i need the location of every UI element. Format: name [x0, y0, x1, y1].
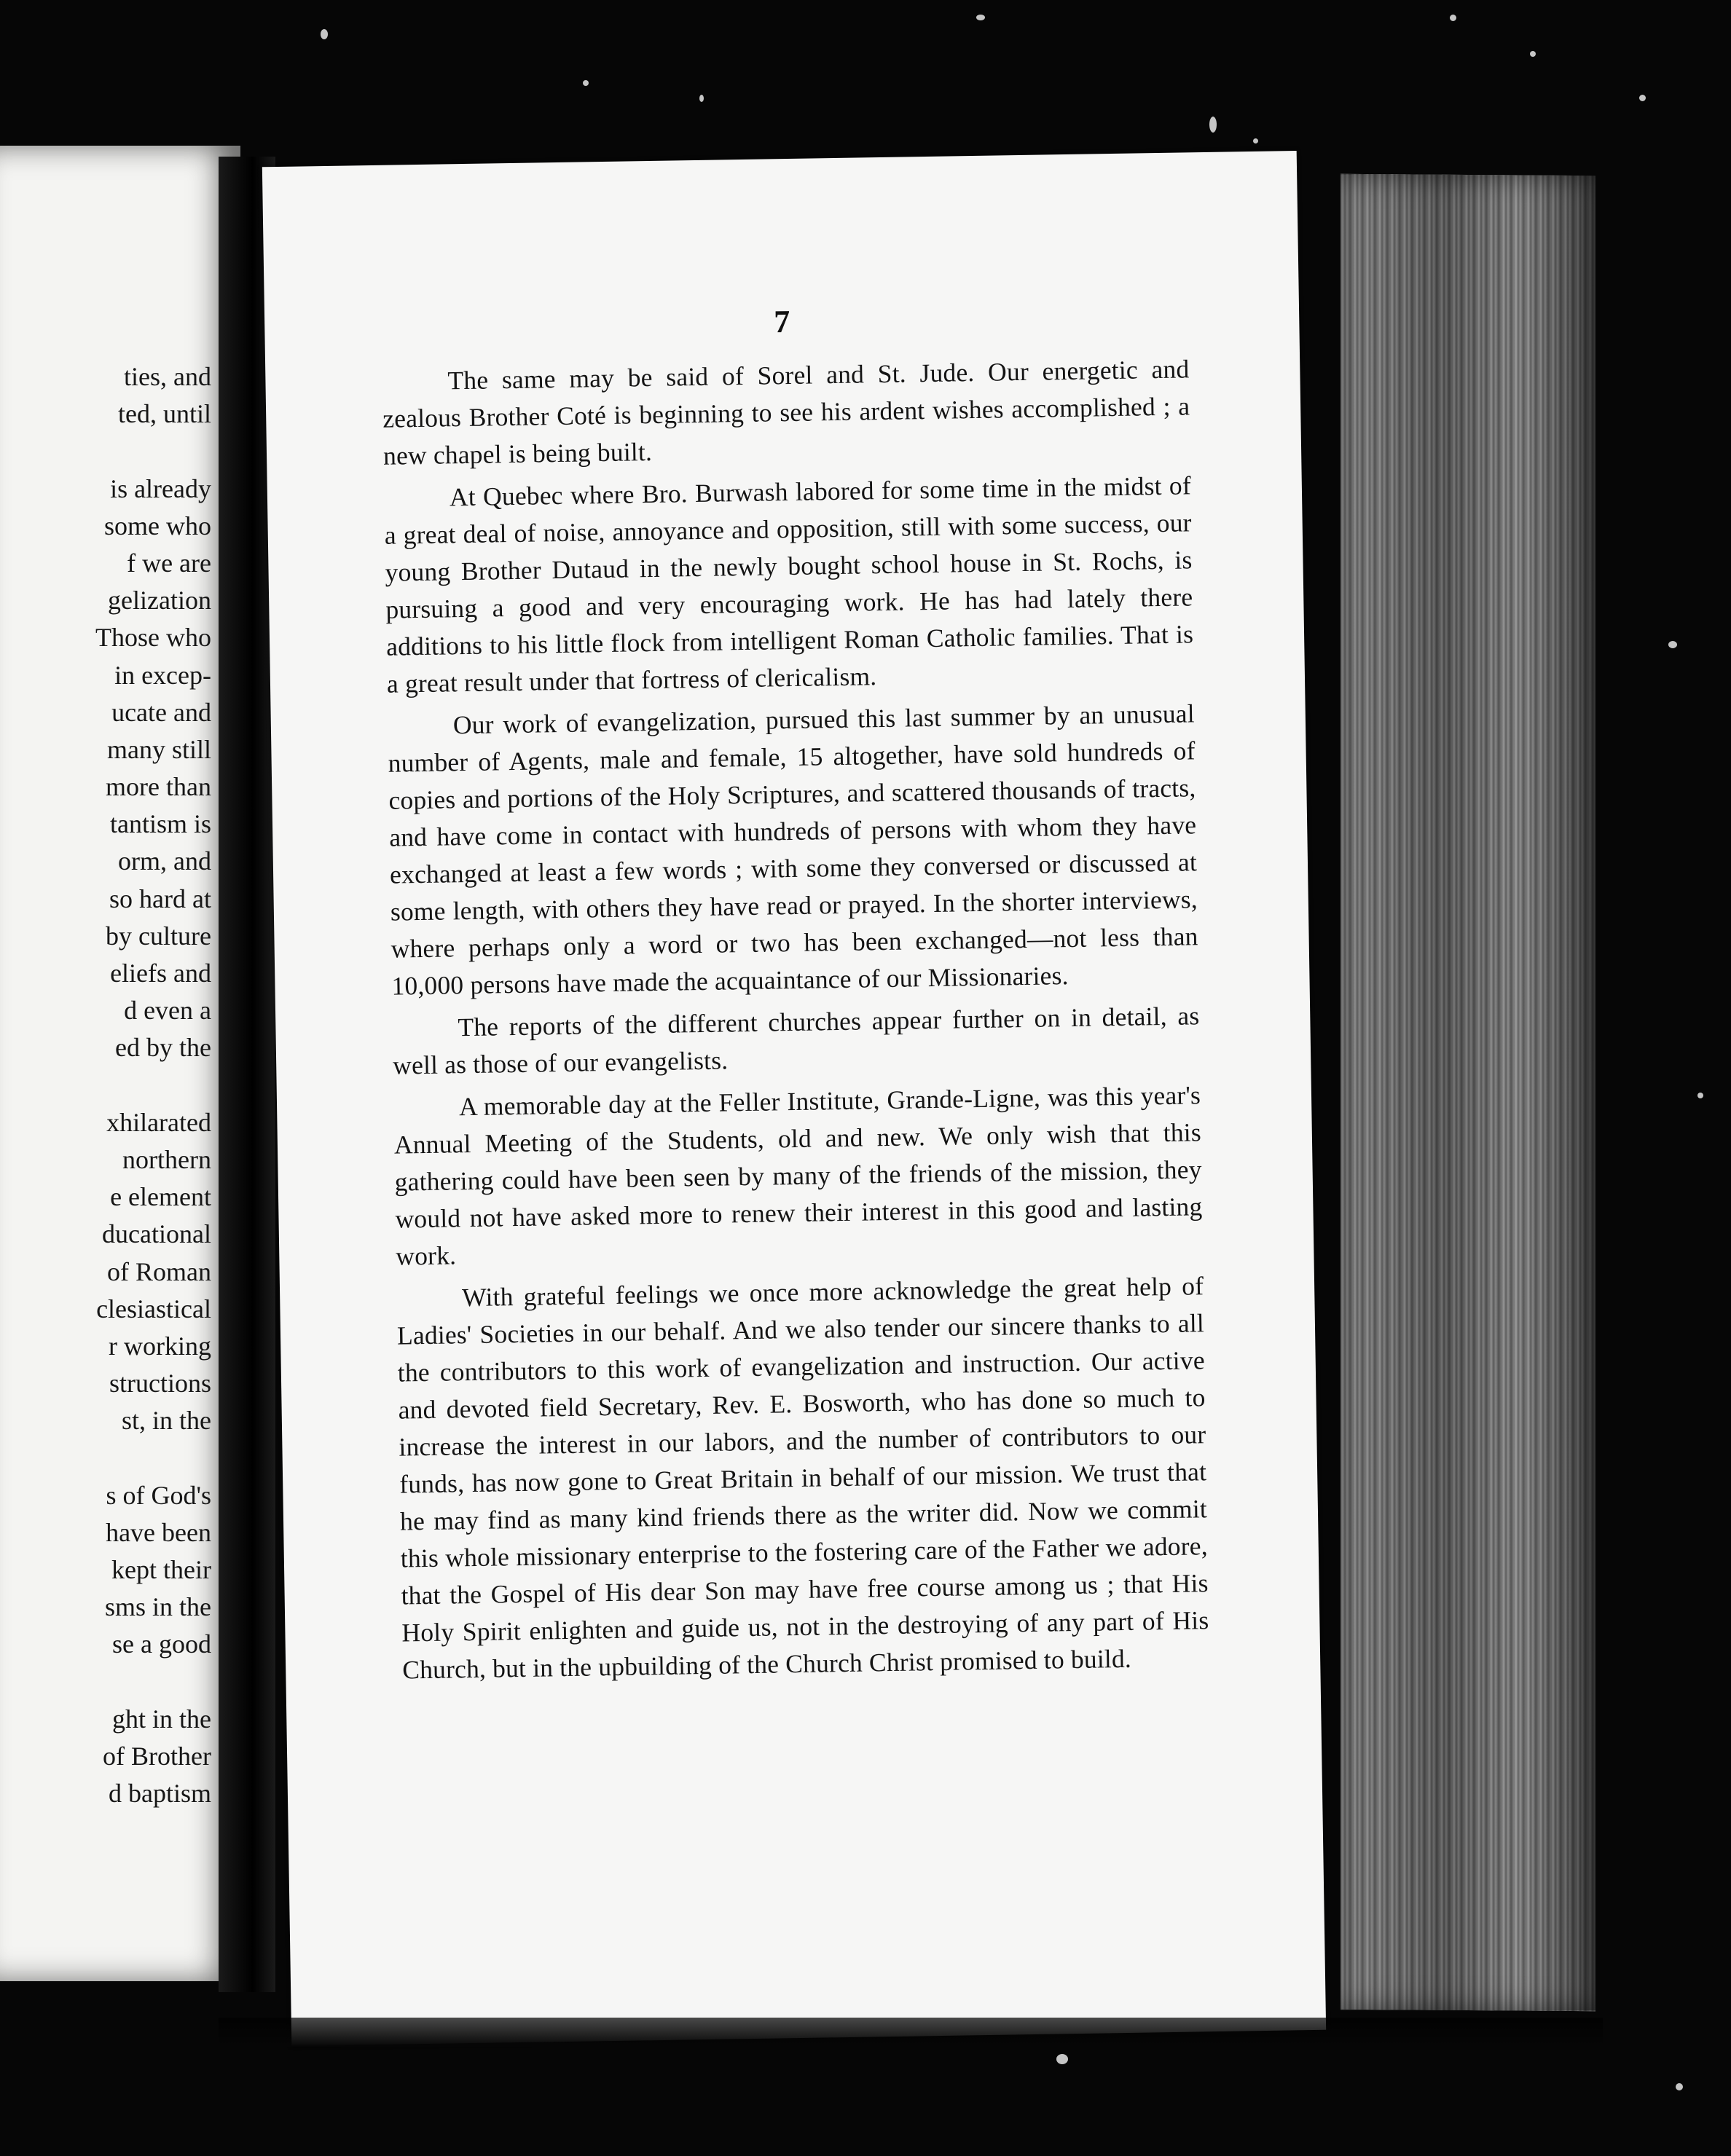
paragraph: With grateful feelings we once more acknowledge the great help of Ladies' Societies in our behalf. And we also tender our sincere thanks to all the contributors to this work of evangelization and instruction. Our active and devoted field Secretary, Rev. E. Bosworth, who has done so much to increase the interest in our labors, and the number of contributors to our funds, has now gone to Great Britain in behalf of our mission. We trust that he may find as many kind friends there as the writer did. Now we commit this whole missionary enterprise to the fostering care of the Father we adore, that the Gospel of His dear Son may have free course among us ; that His Holy Spirit enlighten and guide us, not in the destroying of any part of His Church, but in the upbuilding of the Church Christ promised to build.	[396, 1271, 1209, 1685]
left-page-line: xhilarated	[106, 1107, 211, 1137]
left-page-line: northern	[122, 1144, 211, 1174]
dust-speck	[699, 95, 704, 102]
dust-speck	[976, 15, 985, 20]
paragraph: At Quebec where Bro. Burwash labored for some time in the midst of a great deal of noise, annoyance and opposition, still with some success, our young Brother Dutaud in the newly bought school house in St. Rochs, is pursuing a good and very encouraging work. He has had lately there additions to his little flock from intelligent Roman Catholic families. That is a great result under that fortress of clericalism.	[384, 471, 1194, 699]
left-page-line	[0, 1067, 211, 1104]
left-page-line: clesiastical	[96, 1294, 211, 1323]
page-number: 7	[773, 303, 790, 340]
left-page-line: of Brother	[103, 1741, 211, 1771]
left-page-line: ducational	[102, 1219, 211, 1249]
left-page-line: many still	[107, 734, 211, 764]
left-page-line: so hard at	[109, 884, 211, 913]
left-page-line: d baptism	[109, 1779, 211, 1809]
dust-speck	[1668, 641, 1677, 648]
left-page-line: have been	[106, 1517, 211, 1547]
dust-speck	[1697, 1093, 1703, 1098]
left-page-line: s of God's	[106, 1480, 211, 1510]
left-page-line: ed by the	[115, 1033, 211, 1063]
paragraph: A memorable day at the Feller Institute, Grande-Ligne, was this year's Annual Meeting of the Students, old and new. We only wish that this gathering could have been seen by many of the friends of the mission, they would not have asked more to renew their interest in this good and lasting work.	[393, 1080, 1203, 1271]
left-page-line: se a good	[112, 1629, 211, 1659]
dust-speck	[1209, 117, 1217, 133]
dust-speck	[1530, 51, 1536, 57]
left-page-line: in excep-	[114, 660, 211, 690]
left-page-line: d even a	[124, 996, 211, 1026]
left-page-line: more than	[106, 772, 211, 802]
left-page-line	[0, 1439, 211, 1476]
left-page-line: eliefs and	[110, 959, 211, 988]
left-page-line: gelization	[108, 586, 211, 615]
dust-speck	[1676, 2083, 1683, 2090]
left-page-line: structions	[109, 1369, 211, 1398]
left-page-line: ght in the	[112, 1704, 211, 1734]
left-page-line: is already	[110, 473, 211, 503]
left-page-line: kept their	[111, 1555, 211, 1584]
left-page-line: r working	[109, 1331, 211, 1361]
dust-speck	[1253, 138, 1258, 143]
dust-speck	[1639, 95, 1646, 101]
left-page-text-fragments	[0, 358, 211, 1812]
paragraph: The reports of the different churches appear further on in detail, as well as those of our evangelists.	[392, 1001, 1200, 1080]
paragraph: Our work of evangelization, pursued this last summer by an unusual number of Agents, male and female, 15 altogether, have sold hundreds of copies and portions of the Holy Scriptures, and scattered thousands of tracts, and have come in contact with hundreds of persons with whom they have exchanged at least a few words ; with some they conversed or discussed at some length, with others they have read or prayed. In the shorter interviews, where perhaps only a word or two has been exchanged—not less than 10,000 persons have made the acquaintance of our Missionaries.	[388, 699, 1198, 1001]
dust-speck	[583, 80, 589, 86]
dust-speck	[1450, 15, 1456, 21]
left-page-line: Those who	[95, 623, 211, 653]
left-page-line: ties, and	[124, 362, 211, 391]
page-body	[382, 350, 1210, 1693]
dust-speck	[321, 29, 328, 39]
left-page-line: of Roman	[107, 1256, 211, 1286]
left-page-line: sms in the	[104, 1592, 211, 1622]
left-page-line: by culture	[106, 921, 211, 951]
left-page-line: tantism is	[109, 809, 211, 839]
left-page-line: ucate and	[111, 697, 211, 727]
left-page-line: ted, until	[118, 399, 211, 429]
left-page-line: orm, and	[118, 846, 211, 876]
left-page-line: f we are	[127, 548, 211, 578]
left-page-line: e element	[110, 1182, 211, 1212]
left-page-line: some who	[104, 511, 211, 540]
left-page-line	[0, 433, 211, 470]
left-page-line: st, in the	[122, 1406, 211, 1436]
left-page-line	[0, 1664, 211, 1701]
bottom-shadow	[219, 2018, 1603, 2047]
main-page	[262, 151, 1326, 2046]
page-block-shading	[1341, 175, 1595, 2010]
dust-speck	[1056, 2054, 1068, 2064]
paragraph: The same may be said of Sorel and St. Jude. Our energetic and zealous Brother Coté is beginning to see his ardent wishes accomplished ; a new chapel is being built.	[382, 354, 1190, 471]
